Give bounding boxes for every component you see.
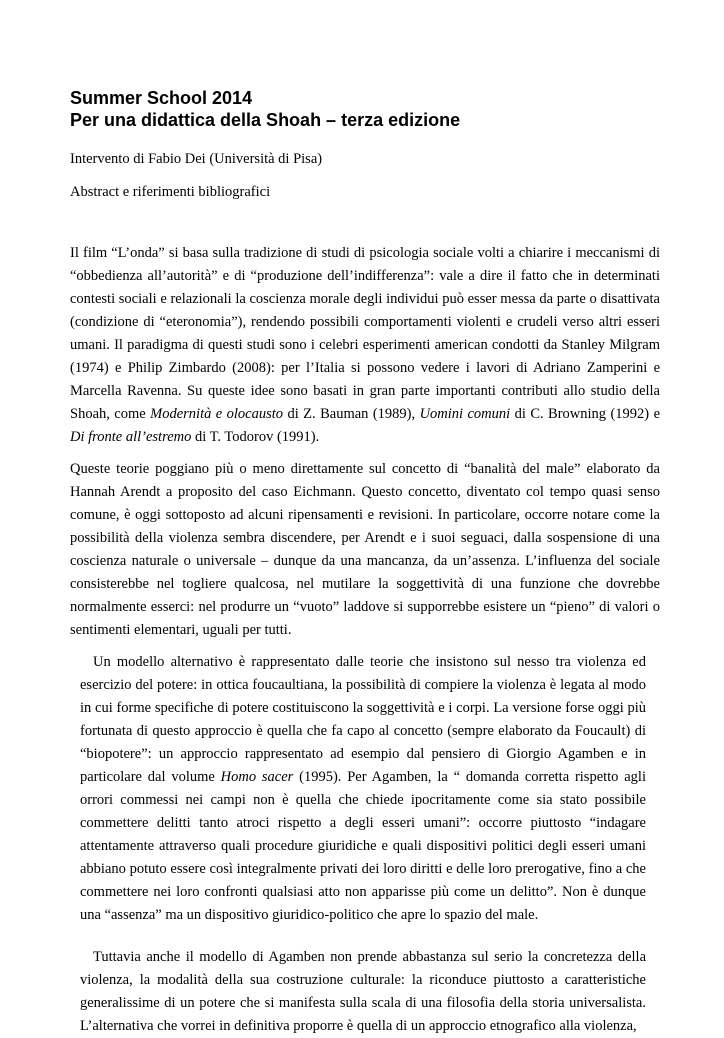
abstract-subtitle: Abstract e riferimenti bibliografici bbox=[70, 184, 271, 200]
book-title-modernita: Modernità e olocausto bbox=[150, 406, 284, 422]
paragraph-3-text-a: Un modello alternativo è rappresentato dalle teorie che insistono sul nesso tra violenza ed esercizio del potere: in ottica foucaultiana, la possibilità di compiere la violenza è legata al modo in cui forme specifiche di potere costituiscono la soggettività e i corpi. La versione forse oggi più fortunata di questo approccio è quella che fa capo al concetto (sempre elaborato da Foucault) di “biopotere”: un approccio rappresentato ad esempio dal pensiero di Giorgio Agamben e in particolare dal volume bbox=[80, 654, 646, 785]
paragraph-2: Queste teorie poggiano più o meno direttamente sul concetto di “banalità del male” elaborato da Hannah Arendt a proposito del caso Eichmann. Questo concetto, diventato col tempo quasi senso comune, è oggi sottoposto ad alcuni ripensamenti e revisioni. In particolare, occorre notare come la possibilità della violenza sembra discendere, per Arendt e i suoi seguaci, dalla sospensione di una coscienza naturale o universale – dunque da una mancanza, da un’assenza. L’influenza del sociale consisterebbe nel togliere qualcosa, nel mutilare la soggettività di una funzione che dovrebbe normalmente esserci: nel produrre un “vuoto” laddove si supporrebbe esistere un “pieno” di valori o sentimenti elementari, uguali per tutti. bbox=[70, 461, 660, 638]
title-line-2: Per una didattica della Shoah – terza edizione bbox=[70, 110, 461, 130]
paragraph-1-text-g: di T. Todorov (1991). bbox=[191, 429, 320, 445]
paragraph-4: Tuttavia anche il modello di Agamben non prende abbastanza sul serio la concretezza della violenza, la modalità della sua costruzione culturale: la riconduce piuttosto a caratteristiche generalissime di un potere che si manifesta sulla scala di una filosofia della storia universalista. L’alternativa che vorrei in definitiva proporre è quella di un approccio etnografico alla violenza, bbox=[80, 949, 646, 1034]
book-title-di-fronte: Di fronte all’estremo bbox=[70, 429, 192, 445]
paragraph-1-text-c: di Z. Bauman (1989), bbox=[283, 406, 420, 422]
paragraph-1-text-a: Il film “L’onda” si basa sulla tradizione di studi di psicologia sociale volti a chiarire i meccanismi di “obbedienza all’autorità” e di “produzione dell’indifferenza”: vale a dire il fatto che in determinati contesti sociali e relazionali la coscienza morale degli individui può esser messa da parte o disattivata (condizione di “eteronomia”), rendendo possibili comportamenti violenti e crudeli verso altri esseri umani. Il paradigma di questi studi sono i celebri esperimenti american condotti da Stanley Milgram (1974) e Philip Zimbardo (2008): per l’Italia si possono vedere i lavori di Adriano Zamperini e Marcella Ravenna. Su queste idee sono basati in gran parte importanti contributi allo studio della Shoah, come bbox=[70, 245, 660, 422]
speaker-line: Intervento di Fabio Dei (Università di Pisa) bbox=[70, 151, 323, 167]
paragraph-3 bbox=[0, 651, 724, 927]
book-title-homo-sacer: Homo sacer bbox=[220, 769, 294, 785]
document-body bbox=[0, 242, 724, 1038]
document-header bbox=[0, 87, 724, 202]
paragraph-3-text-c: (1995). Per Agamben, la “ domanda corretta rispetto agli orrori commessi nei campi non è quella che chiede ipocritamente come sia stato possibile commettere delitti tanto atroci rispetto a degli esseri umani”: occorre piuttosto “indagare attentamente attraverso quali procedure giuridiche e quali dispositivi politici degli esseri umani abbiano potuto essere così integralmente privati dei loro diritti e delle loro prerogative, fino a che commettere nei loro confronti qualsiasi atto non apparisse più come un delitto”. Non è dunque una “assenza” ma un dispositivo giuridico-politico che apre lo spazio del male. bbox=[80, 769, 646, 923]
book-title-uomini-comuni: Uomini comuni bbox=[419, 406, 511, 422]
paragraph-1 bbox=[0, 242, 724, 449]
paragraph-1-text-e: di C. Browning (1992) e bbox=[510, 406, 661, 422]
title-line-1: Summer School 2014 bbox=[70, 88, 253, 108]
